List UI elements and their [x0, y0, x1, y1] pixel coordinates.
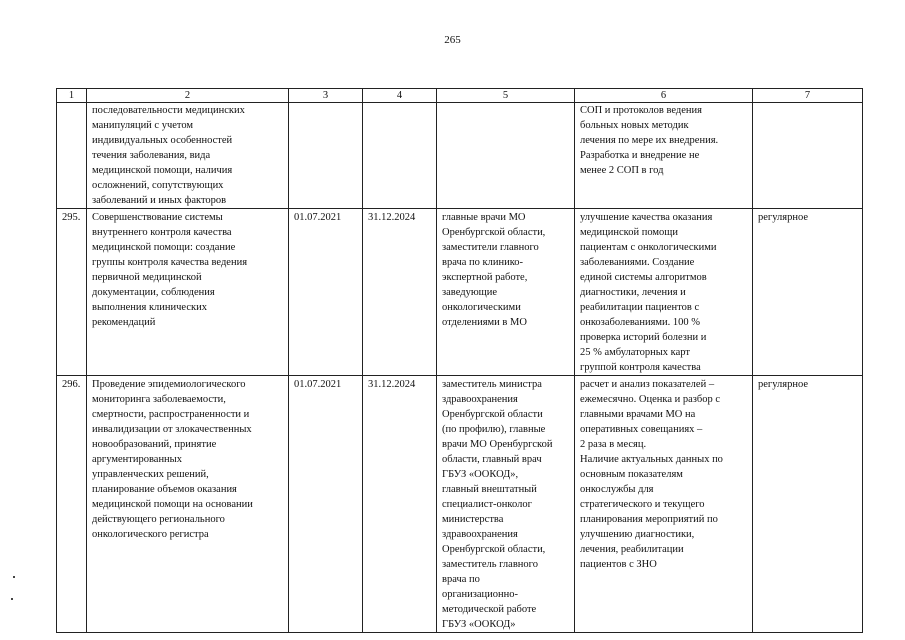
- start-date-cell: [289, 103, 363, 209]
- measure-description: Совершенствование системы внутреннего контроля качества медицинской помощи: создание группы контроля качества ведения первичной медицинской документации, соблюдения выполнения клинических рекомендаций: [87, 209, 289, 376]
- responsible-persons: главные врачи МО Оренбургской области, заместители главного врача по клинико- экспертной работе, заведующие онкологическими отделениями в МО: [437, 209, 575, 376]
- page-number: 265: [444, 34, 461, 46]
- responsible-cell: [437, 103, 575, 209]
- table-row: [57, 376, 863, 633]
- table-row: [57, 209, 863, 376]
- measures-table: [56, 88, 863, 633]
- expected-result: расчет и анализ показателей – ежемесячно. Оценка и разбор с главными врачами МО на оперативных совещаниях – 2 раза в месяц. Наличие актуальных данных по основным показателям онкослужбы для стратегического и текущего планирования мероприятий по улучшению диагностики, лечения, реабилитации пациентов с ЗНО: [575, 376, 753, 633]
- column-number: 4: [363, 89, 437, 103]
- start-date: 01.07.2021: [289, 209, 363, 376]
- expected-result: СОП и протоколов ведения больных новых методик лечения по мере их внедрения. Разработка и внедрение не менее 2 СОП в год: [575, 103, 753, 209]
- frequency: регулярное: [753, 209, 863, 376]
- row-number: 295.: [57, 209, 87, 376]
- expected-result: улучшение качества оказания медицинской помощи пациентам с онкологическими заболеваниями. Создание единой системы алгоритмов диагностики, лечения и реабилитации пациентов с онкозаболеваниями. 100 % проверка историй болезни и 25 % амбулаторных карт группой контроля качества: [575, 209, 753, 376]
- scan-speck: [13, 576, 15, 578]
- scan-speck: [11, 598, 13, 600]
- responsible-persons: заместитель министра здравоохранения Оренбургской области (по профилю), главные врачи МО Оренбургской области, главный врач ГБУЗ «ООКОД», главный внештатный специалист-онколог министерства здравоохранения Оренбургской области, заместитель главного врача по организационно- методической работе ГБУЗ «ООКОД»: [437, 376, 575, 633]
- column-number: 2: [87, 89, 289, 103]
- column-number-row: [57, 89, 863, 103]
- column-number: 1: [57, 89, 87, 103]
- column-number: 5: [437, 89, 575, 103]
- end-date: 31.12.2024: [363, 209, 437, 376]
- column-number: 3: [289, 89, 363, 103]
- start-date: 01.07.2021: [289, 376, 363, 633]
- frequency: регулярное: [753, 376, 863, 633]
- measure-description: последовательности медицинских манипуляций с учетом индивидуальных особенностей течения заболевания, вида медицинской помощи, наличия осложнений, сопутствующих заболеваний и иных факторов: [87, 103, 289, 209]
- column-number: 7: [753, 89, 863, 103]
- row-number-cell: [57, 103, 87, 209]
- continuation-row: [57, 103, 863, 209]
- frequency-cell: [753, 103, 863, 209]
- end-date-cell: [363, 103, 437, 209]
- column-number: 6: [575, 89, 753, 103]
- row-number: 296.: [57, 376, 87, 633]
- end-date: 31.12.2024: [363, 376, 437, 633]
- measure-description: Проведение эпидемиологического мониторинга заболеваемости, смертности, распространенности и инвалидизации от злокачественных новообразований, принятие аргументированных управленческих решений, планирование объемов оказания медицинской помощи на основании действующего регионального онкологического регистра: [87, 376, 289, 633]
